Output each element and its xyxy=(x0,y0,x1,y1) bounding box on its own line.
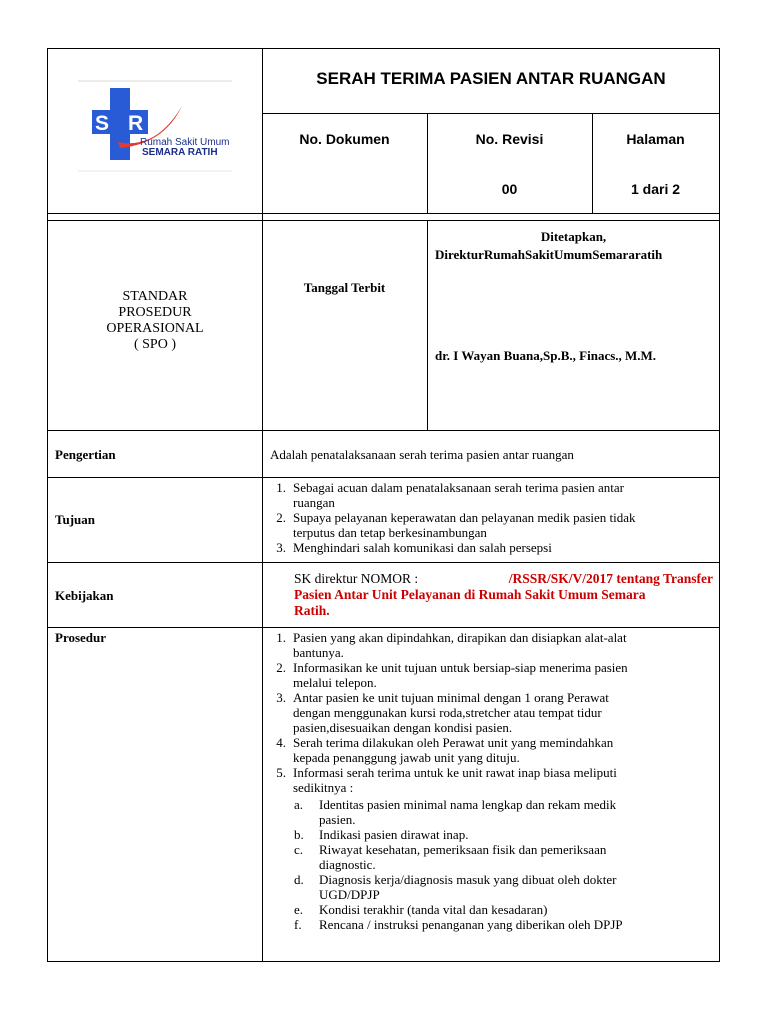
prosedur-item-text: Serah terima dilakukan oleh Perawat unit yang memindahkan xyxy=(293,735,614,750)
prosedur-item xyxy=(270,765,713,795)
pengertian-label: Pengertian xyxy=(55,447,116,462)
prosedur-sub-item-text: Kondisi terakhir (tanda vital dan kesadaran) xyxy=(319,902,548,917)
ditetapkan-text: Ditetapkan, xyxy=(540,229,607,244)
logo-line-1: Rumah Sakit Umum xyxy=(140,137,230,148)
prosedur-item-text: Antar pasien ke unit tujuan minimal dengan 1 orang Perawat xyxy=(293,690,609,705)
spo-bottom-rule xyxy=(47,430,720,431)
prosedur-sub-item-text: UGD/DPJP xyxy=(319,887,380,902)
prosedur-item xyxy=(270,630,713,660)
prosedur-item-text: Informasikan ke unit tujuan untuk bersiap-siap menerima pasien xyxy=(293,660,628,675)
tujuan-item-number: 3. xyxy=(276,540,286,555)
spo-label-line-2: PROSEDUR xyxy=(118,305,192,320)
title-bottom-rule xyxy=(262,113,720,114)
prosedur-item xyxy=(270,735,713,765)
prosedur-sub-item-text: diagnostic. xyxy=(319,857,376,872)
prosedur-sub-item-number: e. xyxy=(294,902,304,917)
hospital-logo xyxy=(78,80,232,172)
kebijakan-text xyxy=(294,571,713,619)
kebijakan-prefix: SK direktur NOMOR : xyxy=(294,571,419,586)
tujuan-item-text: Menghindari salah komunikasi dan salah persepsi xyxy=(293,540,552,555)
tujuan-list xyxy=(270,480,713,555)
kebijakan-sk-line-2: Pasien Antar Unit Pelayanan di Rumah Sakit Umum Semara xyxy=(294,587,646,602)
prosedur-item-text: pasien,disesuaikan dengan kondisi pasien. xyxy=(293,720,513,735)
no-revisi-label: No. Revisi xyxy=(475,131,544,147)
prosedur-list xyxy=(270,630,713,932)
halaman-label: Halaman xyxy=(626,131,685,147)
no-revisi-value: 00 xyxy=(501,181,518,197)
tujuan-label: Tujuan xyxy=(55,512,95,527)
logo-line-2: SEMARA RATIH xyxy=(142,147,218,158)
prosedur-item-text: kepada penanggung jawab unit yang dituju. xyxy=(293,750,520,765)
prosedur-sub-item-text: Rencana / instruksi penanganan yang diberikan oleh DPJP xyxy=(319,917,623,932)
tujuan-item-text: Supaya pelayanan keperawatan dan pelayanan medik pasien tidak xyxy=(293,510,636,525)
tujuan-item xyxy=(270,510,713,540)
prosedur-sub-item-number: f. xyxy=(294,917,302,932)
prosedur-item-number: 4. xyxy=(276,735,286,750)
pengertian-bottom-rule xyxy=(47,477,720,478)
prosedur-item-text: bantunya. xyxy=(293,645,344,660)
prosedur-sub-item-text: Diagnosis kerja/diagnosis masuk yang dibuat oleh dokter xyxy=(319,872,617,887)
spo-label-line-4: ( SPO ) xyxy=(133,337,176,352)
tujuan-item-text: ruangan xyxy=(293,495,335,510)
prosedur-sub-item xyxy=(270,842,713,872)
kebijakan-sk-line-3: Ratih. xyxy=(294,603,330,618)
prosedur-sub-item-number: b. xyxy=(294,827,304,842)
prosedur-sub-item xyxy=(270,827,713,842)
prosedur-sub-item xyxy=(270,872,713,902)
prosedur-item-text: dengan menggunakan kursi roda,stretcher atau tempat tidur xyxy=(293,705,602,720)
tujuan-item-number: 1. xyxy=(276,480,286,495)
prosedur-item-number: 3. xyxy=(276,690,286,705)
document-title: SERAH TERIMA PASIEN ANTAR RUANGAN xyxy=(316,69,666,88)
kebijakan-sk-line-1: /RSSR/SK/V/2017 tentang Transfer xyxy=(508,571,713,586)
direktur-text: DirekturRumahSakitUmumSemararatih xyxy=(435,247,663,262)
tujuan-item xyxy=(270,540,713,555)
logo-initial-r: R xyxy=(128,112,144,135)
prosedur-label: Prosedur xyxy=(55,630,107,645)
no-dokumen-label: No. Dokumen xyxy=(299,131,390,147)
prosedur-item-text: Informasi serah terima untuk ke unit rawat inap biasa meliputi xyxy=(293,765,617,780)
tujuan-item-number: 2. xyxy=(276,510,286,525)
header-divider-1 xyxy=(427,113,428,213)
prosedur-sub-item xyxy=(270,902,713,917)
prosedur-item-number: 5. xyxy=(276,765,286,780)
prosedur-sub-item-text: Identitas pasien minimal nama lengkap dan rekam medik xyxy=(319,797,617,812)
spo-label xyxy=(55,289,255,353)
border-right xyxy=(719,48,720,962)
tujuan-item xyxy=(270,480,713,510)
prosedur-sub-item xyxy=(270,917,713,932)
column-divider xyxy=(262,48,263,962)
prosedur-item-number: 1. xyxy=(276,630,286,645)
prosedur-item-number: 2. xyxy=(276,660,286,675)
border-left xyxy=(47,48,48,962)
tanggal-terbit-label: Tanggal Terbit xyxy=(303,280,386,295)
prosedur-sub-item-number: c. xyxy=(294,842,304,857)
prosedur-sub-item-text: pasien. xyxy=(319,812,356,827)
prosedur-sub-item-number: d. xyxy=(294,872,304,887)
prosedur-sub-item-text: Riwayat kesehatan, pemeriksaan fisik dan pemeriksaan xyxy=(319,842,607,857)
prosedur-item xyxy=(270,660,713,690)
signatory-name: dr. I Wayan Buana,Sp.B., Finacs., M.M. xyxy=(435,348,657,363)
header-bottom-rule xyxy=(47,213,720,214)
tujuan-item-text: terputus dan tetap berkesinambungan xyxy=(293,525,487,540)
spo-divider xyxy=(427,220,428,430)
logo-initial-s: S xyxy=(95,112,110,135)
tujuan-bottom-rule xyxy=(47,562,720,563)
halaman-value: 1 dari 2 xyxy=(630,181,681,197)
header-divider-2 xyxy=(592,113,593,213)
spo-top-rule xyxy=(47,220,720,221)
prosedur-item-text: sedikitnya : xyxy=(293,780,354,795)
prosedur-sub-item xyxy=(270,797,713,827)
prosedur-item-text: melalui telepon. xyxy=(293,675,377,690)
prosedur-item-text: Pasien yang akan dipindahkan, dirapikan dan disiapkan alat-alat xyxy=(293,630,627,645)
prosedur-sub-item-text: Indikasi pasien dirawat inap. xyxy=(319,827,469,842)
border-top xyxy=(47,48,720,49)
spo-label-line-1: STANDAR xyxy=(122,289,188,304)
prosedur-item xyxy=(270,690,713,735)
kebijakan-bottom-rule xyxy=(47,627,720,628)
prosedur-sub-item-number: a. xyxy=(294,797,304,812)
kebijakan-label: Kebijakan xyxy=(55,588,114,603)
tujuan-item-text: Sebagai acuan dalam penatalaksanaan serah terima pasien antar xyxy=(293,480,624,495)
border-bottom xyxy=(47,961,720,962)
spo-label-line-3: OPERASIONAL xyxy=(106,321,204,336)
pengertian-text: Adalah penatalaksanaan serah terima pasien antar ruangan xyxy=(270,447,574,462)
